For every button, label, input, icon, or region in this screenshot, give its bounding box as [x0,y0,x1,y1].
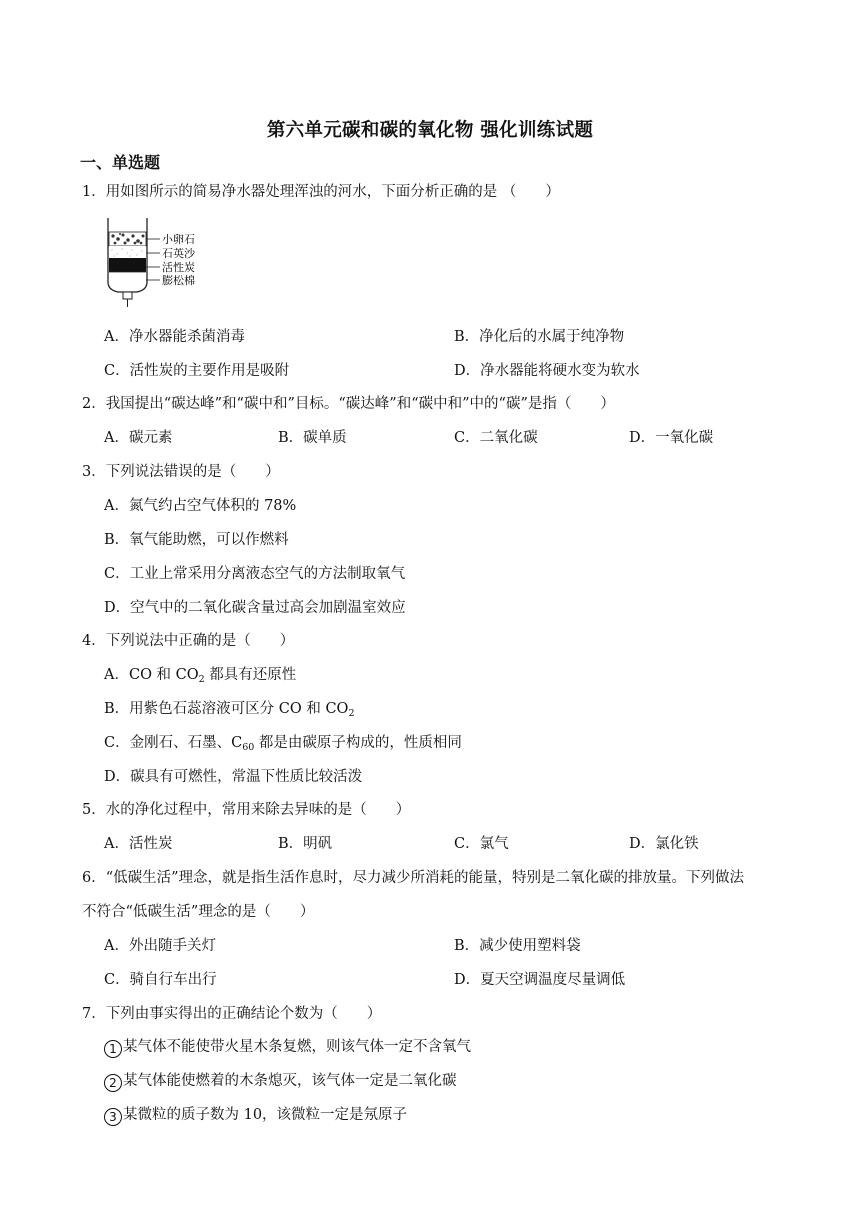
question-4-stem: 4．下列说法中正确的是（ ） [82,633,295,649]
circled-number: 3 [104,1108,122,1126]
question-7-statement-1 [104,1035,471,1058]
question-4-option-d: D．碳具有可燃性，常温下性质比较活泼 [104,769,363,785]
circled-number: 2 [104,1074,122,1092]
question-4-option-b-text: B．用紫色石蕊溶液可区分 CO 和 CO [104,701,349,717]
question-3-option-d: D．空气中的二氧化碳含量过高会加剧温室效应 [104,600,406,616]
question-4-option-a [104,663,296,685]
question-1-stem: 1．用如图所示的简易净水器处理浑浊的河水，下面分析正确的是 （ ） [82,184,560,200]
question-6-stem-line-1: 6．“低碳生活”理念，就是指生活作息时，尽力减少所消耗的能量，特别是二氧化碳的排放量。下列做法 [82,870,745,886]
question-7-stem: 7．下列由事实得出的正确结论个数为（ ） [82,1006,382,1022]
question-5-option-b: B．明矾 [278,836,333,852]
question-5-option-a: A．活性炭 [104,836,173,852]
figure-label-pebbles: 小卵石 [162,233,195,246]
statement-text: 某微粒的质子数为 10，该微粒一定是氖原子 [123,1107,408,1123]
question-7-statement-3 [104,1103,407,1126]
question-6-option-c: C．骑自行车出行 [104,972,217,988]
question-3-stem: 3．下列说法错误的是（ ） [82,464,280,480]
statement-text: 某气体能使燃着的木条熄灭，该气体一定是二氧化碳 [123,1073,457,1089]
subscript: 2 [348,708,355,719]
question-4-option-b [104,697,355,719]
question-1-option-a: A．净水器能杀菌消毒 [104,329,245,345]
question-5-option-c: C．氯气 [454,836,509,852]
question-6-option-b: B．减少使用塑料袋 [454,938,581,954]
question-1-option-d: D．净水器能将硬水变为软水 [454,363,640,379]
question-3-option-a: A．氮气约占空气体积的 78% [104,498,297,514]
figure-label-quartz-sand: 石英沙 [162,247,195,260]
question-3-option-b: B．氧气能助燃，可以作燃料 [104,532,289,548]
section-heading: 一、单选题 [80,153,161,172]
question-6-option-d: D．夏天空调温度尽量调低 [454,972,626,988]
question-4-option-c-text: C．金刚石、石墨、C [104,735,243,751]
question-4-option-a-text: A．CO 和 CO [104,667,199,683]
question-4-option-c [104,731,462,753]
question-2-option-d: D．一氧化碳 [629,430,714,446]
question-2-stem: 2．我国提出“碳达峰”和“碳中和”目标。“碳达峰”和“碳中和”中的“碳”是指（ ） [82,396,615,412]
statement-text: 某气体不能使带火星木条复燃，则该气体一定不含氧气 [123,1039,471,1055]
question-5-option-d: D．氯化铁 [629,836,699,852]
figure-label-cotton: 膨松棉 [162,274,195,287]
water-filter-figure [100,212,220,312]
question-4-option-c-text-end: 都是由碳原子构成的，性质相同 [254,735,462,751]
question-2-option-a: A．碳元素 [104,430,173,446]
page-title: 第六单元碳和碳的氧化物 强化训练试题 [266,120,594,141]
question-7-statement-2 [104,1069,457,1092]
question-2-option-b: B．碳单质 [278,430,347,446]
question-2-option-c: C．二氧化碳 [454,430,538,446]
figure-label-activated-carbon: 活性炭 [162,261,195,274]
question-1-option-c: C．活性炭的主要作用是吸附 [104,363,290,379]
question-6-option-a: A．外出随手关灯 [104,938,216,954]
subscript: 60 [242,742,255,753]
circled-number: 1 [104,1040,122,1058]
question-4-option-a-text-end: 都具有还原性 [204,667,297,683]
question-1-option-b: B．净化后的水属于纯净物 [454,329,625,345]
question-3-option-c: C．工业上常采用分离液态空气的方法制取氧气 [104,566,406,582]
subscript: 2 [198,674,205,685]
question-5-stem: 5．水的净化过程中，常用来除去异味的是（ ） [82,802,411,818]
question-6-stem-line-2: 不符合“低碳生活”理念的是（ ） [82,904,315,920]
